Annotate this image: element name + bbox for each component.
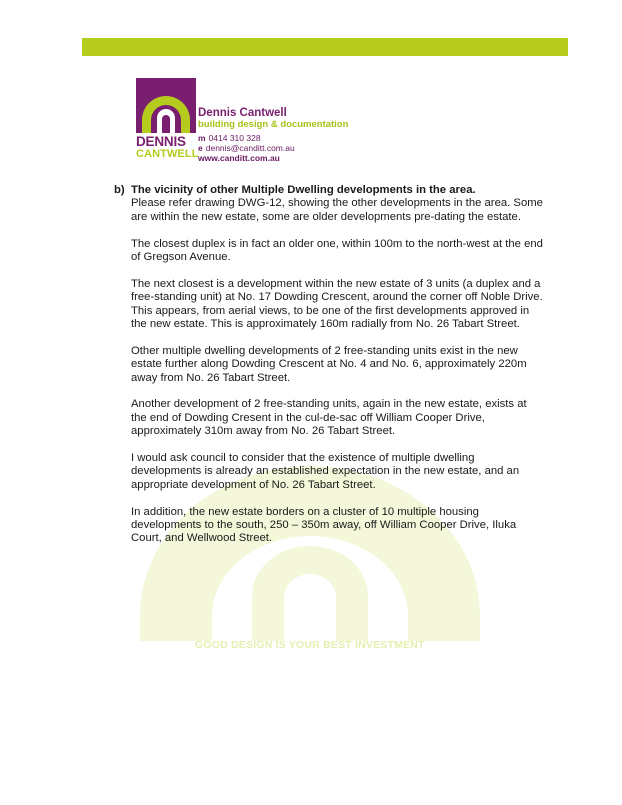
paragraph: I would ask council to consider that the existence of multiple dwelling developments is already an established expectation in the new estate, and an appropriate development of No. 26 Tabart Street. — [131, 452, 520, 491]
watermark-arch-inner — [252, 546, 368, 641]
email-value[interactable]: dennis@canditt.com.au — [205, 143, 295, 153]
contact-phone — [198, 133, 261, 143]
document-body — [114, 184, 544, 559]
phone-value: 0414 310 328 — [208, 133, 261, 143]
email-label: e — [198, 143, 203, 153]
logo-wordmark-dennis: DENNIS — [136, 134, 186, 149]
paragraph: The closest duplex is in fact an older one, within 100m to the north-west at the end of Gregson Avenue. — [131, 237, 543, 264]
contact-website[interactable]: www.canditt.com.au — [198, 153, 280, 163]
phone-label: m — [198, 133, 206, 143]
section-heading-text: The vicinity of other Multiple Dwelling developments in the area. — [131, 184, 476, 196]
company-logo — [136, 78, 356, 163]
section-heading — [114, 184, 544, 197]
paragraph: Please refer drawing DWG-12, showing the other developments in the area. Some are within the new estate, some are older developments pre-dating the estate. — [131, 197, 543, 223]
paragraph: Other multiple dwelling developments of 2 free-standing units exist in the new estate further along Dowding Crescent at No. 4 and No. 6, approximately 220m away from No. 26 Tabart Street. — [131, 344, 527, 384]
logo-arch-icon — [136, 78, 196, 133]
company-name: Dennis Cantwell — [198, 107, 287, 119]
contact-email — [198, 143, 295, 153]
section-marker: b) — [114, 184, 125, 196]
paragraph: Another development of 2 free-standing units, again in the new estate, exists at the end of Dowding Cresent in the cul-de-sac off William Cooper Drive, approximately 310m away from No. 26 Tabart Street. — [131, 398, 527, 438]
paragraph: The next closest is a development within the new estate of 3 units (a duplex and a free-standing unit) at No. 17 Dowding Crescent, around the corner off Noble Drive. — [131, 277, 543, 304]
paragraph: This appears, from aerial views, to be one of the first developments approved in the new estate. This is approximately 160m radially from No. 26 Tabart Street. — [131, 304, 530, 331]
footer-tagline: GOOD DESIGN IS YOUR BEST INVESTMENT — [195, 639, 425, 651]
logo-wordmark-cantwell: CANTWELL — [136, 148, 199, 160]
paragraph: In addition, the new estate borders on a cluster of 10 multiple housing developments to the south, 250 – 350m away, off William Cooper Drive, Iluka Court, and Wellwood Street. — [131, 505, 517, 545]
header-accent-bar — [82, 38, 568, 56]
company-subtitle: building design & documentation — [198, 119, 349, 130]
